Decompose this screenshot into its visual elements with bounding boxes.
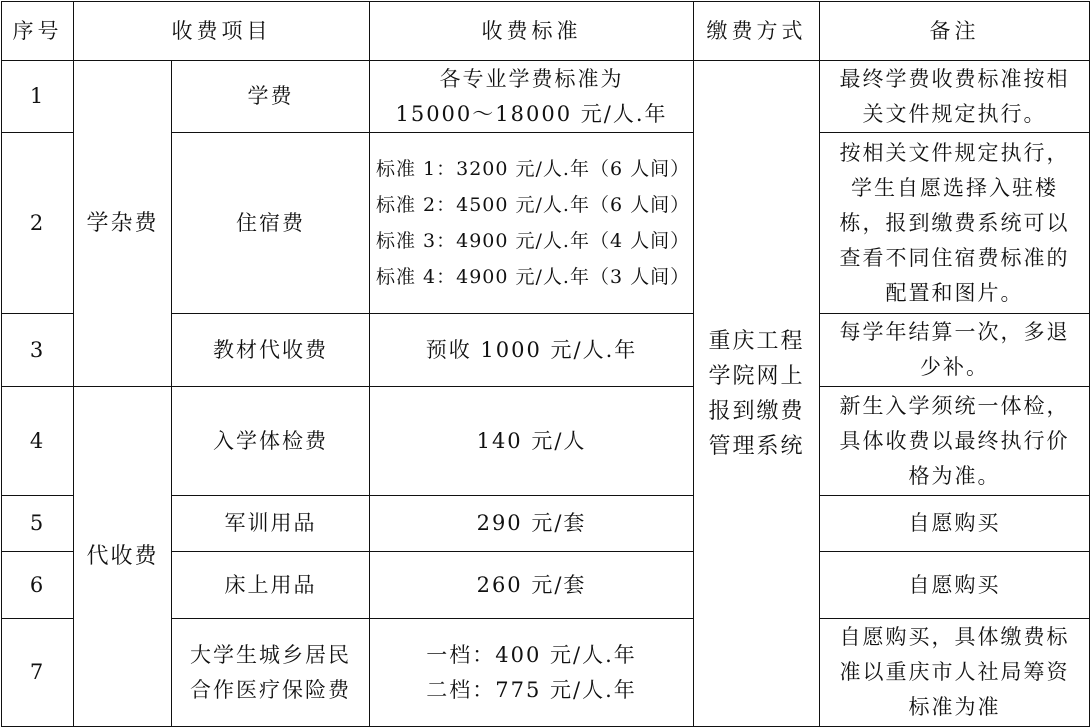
row-note	[820, 496, 1090, 552]
note-line: 自愿购买，具体缴费标	[839, 625, 1070, 649]
row-standard	[370, 387, 694, 496]
header-row	[2, 2, 1090, 61]
standard-line: 140 元/人	[476, 428, 587, 453]
note-line: 标准为准	[908, 695, 1001, 719]
row-seq: 7	[2, 619, 74, 727]
item-line: 大学生城乡居民	[190, 642, 351, 667]
note-line: 新生入学须统一体检，	[839, 393, 1070, 418]
item-line: 住宿费	[236, 210, 305, 235]
standard-line: 标准 4：4900 元/人.年（3 人间）	[376, 266, 691, 288]
fee-table	[1, 1, 1090, 727]
item-line: 军训用品	[224, 511, 317, 535]
header-item: 收费项目	[74, 2, 370, 61]
note-line: 按相关文件规定执行，	[839, 140, 1070, 165]
row-standard	[370, 619, 694, 727]
row-seq: 6	[2, 552, 74, 619]
payment-line: 报到缴费	[708, 398, 805, 424]
header-payment: 缴费方式	[694, 2, 820, 61]
standard-line: 二档：775 元/人.年	[426, 677, 637, 702]
item-line: 教材代收费	[213, 337, 328, 362]
standard-line: 预收 1000 元/人.年	[425, 337, 638, 362]
header-standard: 收费标准	[370, 2, 694, 61]
row-item	[172, 496, 370, 552]
standard-line: 一档：400 元/人.年	[426, 642, 637, 667]
row-item	[172, 133, 370, 314]
row-note	[820, 387, 1090, 496]
row-note	[820, 61, 1090, 133]
row-note	[820, 552, 1090, 619]
payment-line: 管理系统	[708, 433, 805, 459]
payment-method	[694, 61, 820, 727]
header-notes: 备注	[820, 2, 1090, 61]
payment-line: 学院网上	[708, 363, 805, 389]
payment-line: 重庆工程	[708, 328, 805, 354]
standard-line: 290 元/套	[476, 511, 587, 535]
category-tuition-misc: 学杂费	[74, 61, 172, 387]
row-seq: 2	[2, 133, 74, 314]
category-agency: 代收费	[74, 387, 172, 727]
row-seq: 1	[2, 61, 74, 133]
row-seq: 4	[2, 387, 74, 496]
note-line: 关文件规定执行。	[862, 101, 1047, 126]
standard-line: 标准 2：4500 元/人.年（6 人间）	[376, 194, 691, 216]
note-line: 配置和图片。	[885, 280, 1024, 305]
table-row	[2, 387, 1090, 496]
note-line: 栋，报到缴费系统可以	[839, 210, 1070, 235]
row-item	[172, 314, 370, 387]
item-line: 合作医疗保险费	[190, 677, 351, 702]
row-standard	[370, 496, 694, 552]
note-line: 学生自愿选择入驻楼	[851, 175, 1058, 200]
note-line: 具体收费以最终执行价	[839, 428, 1070, 453]
note-line: 准以重庆市人社局筹资	[839, 660, 1070, 684]
standard-line: 260 元/套	[476, 572, 587, 597]
header-seq: 序号	[2, 2, 74, 61]
note-line: 查看不同住宿费标准的	[839, 245, 1070, 270]
standard-line: 标准 3：4900 元/人.年（4 人间）	[376, 230, 691, 252]
standard-line: 15000～18000 元/人.年	[395, 101, 668, 126]
note-line: 少补。	[920, 355, 989, 379]
row-note	[820, 133, 1090, 314]
standard-line: 标准 1：3200 元/人.年（6 人间）	[376, 158, 691, 180]
row-item	[172, 387, 370, 496]
item-line: 学费	[247, 84, 294, 108]
row-item	[172, 619, 370, 727]
row-item	[172, 61, 370, 133]
standard-line: 各专业学费标准为	[439, 66, 624, 91]
row-standard	[370, 552, 694, 619]
note-line: 自愿购买	[908, 572, 1001, 597]
table-row	[2, 61, 1090, 133]
note-line: 格为准。	[908, 463, 1001, 488]
note-line: 最终学费收费标准按相	[839, 66, 1070, 91]
row-standard	[370, 133, 694, 314]
note-line: 自愿购买	[908, 511, 1001, 535]
row-standard	[370, 314, 694, 387]
note-line: 每学年结算一次，多退	[839, 320, 1070, 344]
row-item	[172, 552, 370, 619]
row-seq: 5	[2, 496, 74, 552]
row-note	[820, 314, 1090, 387]
item-line: 入学体检费	[213, 428, 328, 453]
row-note	[820, 619, 1090, 727]
row-standard	[370, 61, 694, 133]
row-seq: 3	[2, 314, 74, 387]
item-line: 床上用品	[224, 572, 317, 597]
